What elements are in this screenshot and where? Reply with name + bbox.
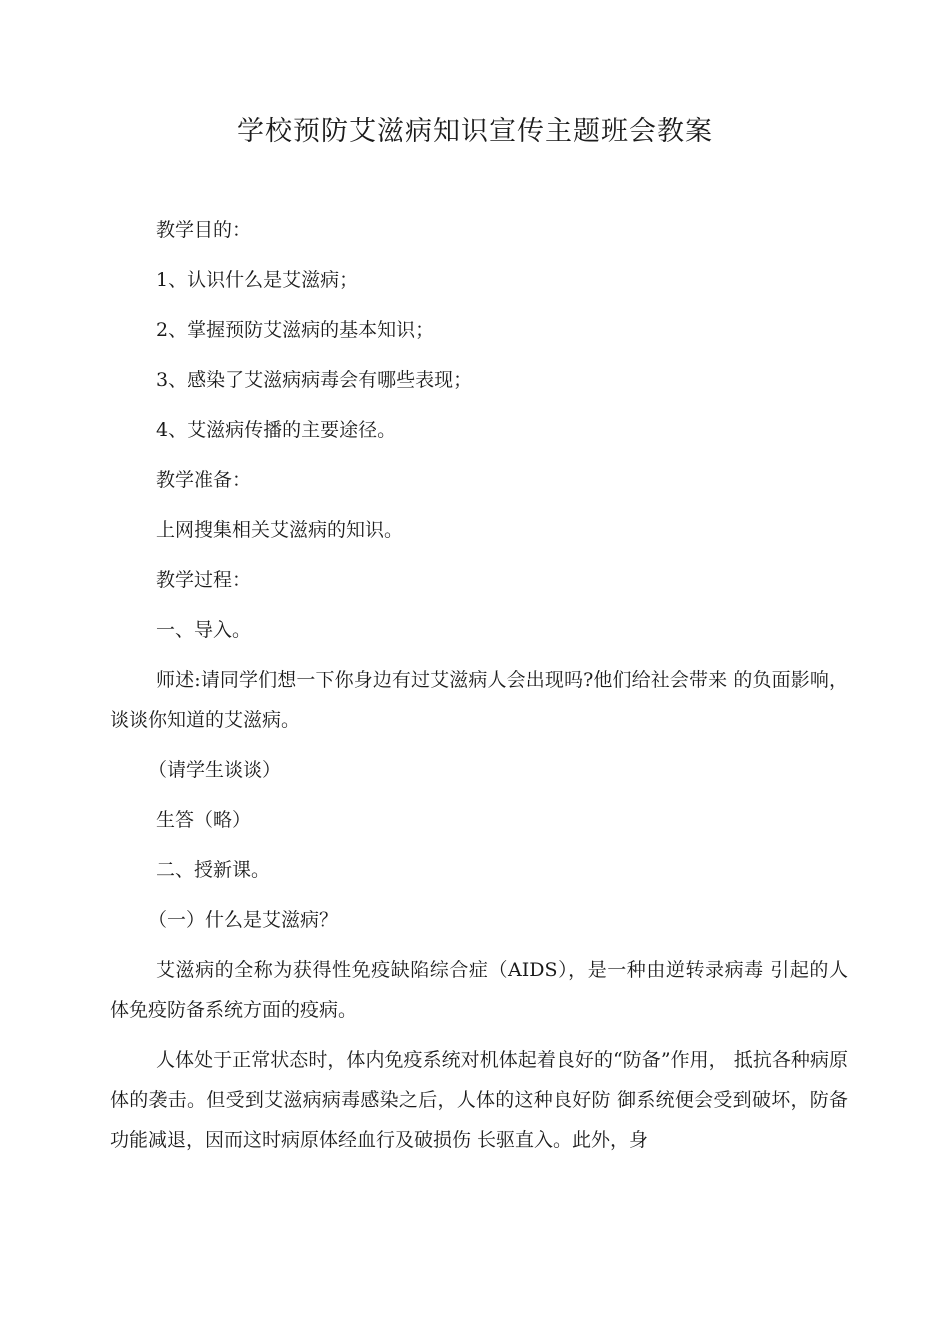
paragraph-process-heading: 教学过程： xyxy=(156,569,252,591)
paragraph-section-1: 一、导入。 xyxy=(156,619,252,641)
paragraph-preparation: 上网搜集相关艾滋病的知识。 xyxy=(156,519,404,541)
paragraph-teacher-intro: 师述:请同学们想一下你身边有过艾滋病人会出现吗?他们给社会带来 的负面影响，谈谈你知道的艾滋病。 xyxy=(110,669,848,731)
paragraph-objective-4: 4、艾滋病传播的主要途径。 xyxy=(156,419,397,441)
paragraph-preparation-heading: 教学准备： xyxy=(156,469,252,491)
document-title: 学校预防艾滋病知识宣传主题班会教案 xyxy=(237,116,713,147)
document-body xyxy=(110,210,848,1170)
paragraph-student-answer: 生答（略） xyxy=(156,809,252,831)
paragraph-aids-definition: 艾滋病的全称为获得性免疫缺陷综合症（AIDS），是一种由逆转录病毒 引起的人体免疫防备系统方面的疫病。 xyxy=(110,959,848,1021)
paragraph-objectives-heading: 教学目的： xyxy=(156,219,252,241)
paragraph-objective-1: 1、认识什么是艾滋病； xyxy=(156,269,359,291)
paragraph-student-discussion: （请学生谈谈） xyxy=(148,759,282,781)
paragraph-immune-system: 人体处于正常状态时，体内免疫系统对机体起着良好的“防备”作用， 抵抗各种病原体的袭击。但受到艾滋病病毒感染之后，人体的这种良好防 御系统便会受到破坏，防备功能减退，因而这时病原体经血行及破损伤 长驱直入。此外，身 xyxy=(110,1049,848,1151)
paragraph-objective-3: 3、感染了艾滋病病毒会有哪些表现； xyxy=(156,369,473,391)
paragraph-section-2: 二、授新课。 xyxy=(156,859,271,881)
paragraph-objective-2: 2、掌握预防艾滋病的基本知识； xyxy=(156,319,435,341)
paragraph-subsection-1: （一）什么是艾滋病？ xyxy=(148,909,339,931)
